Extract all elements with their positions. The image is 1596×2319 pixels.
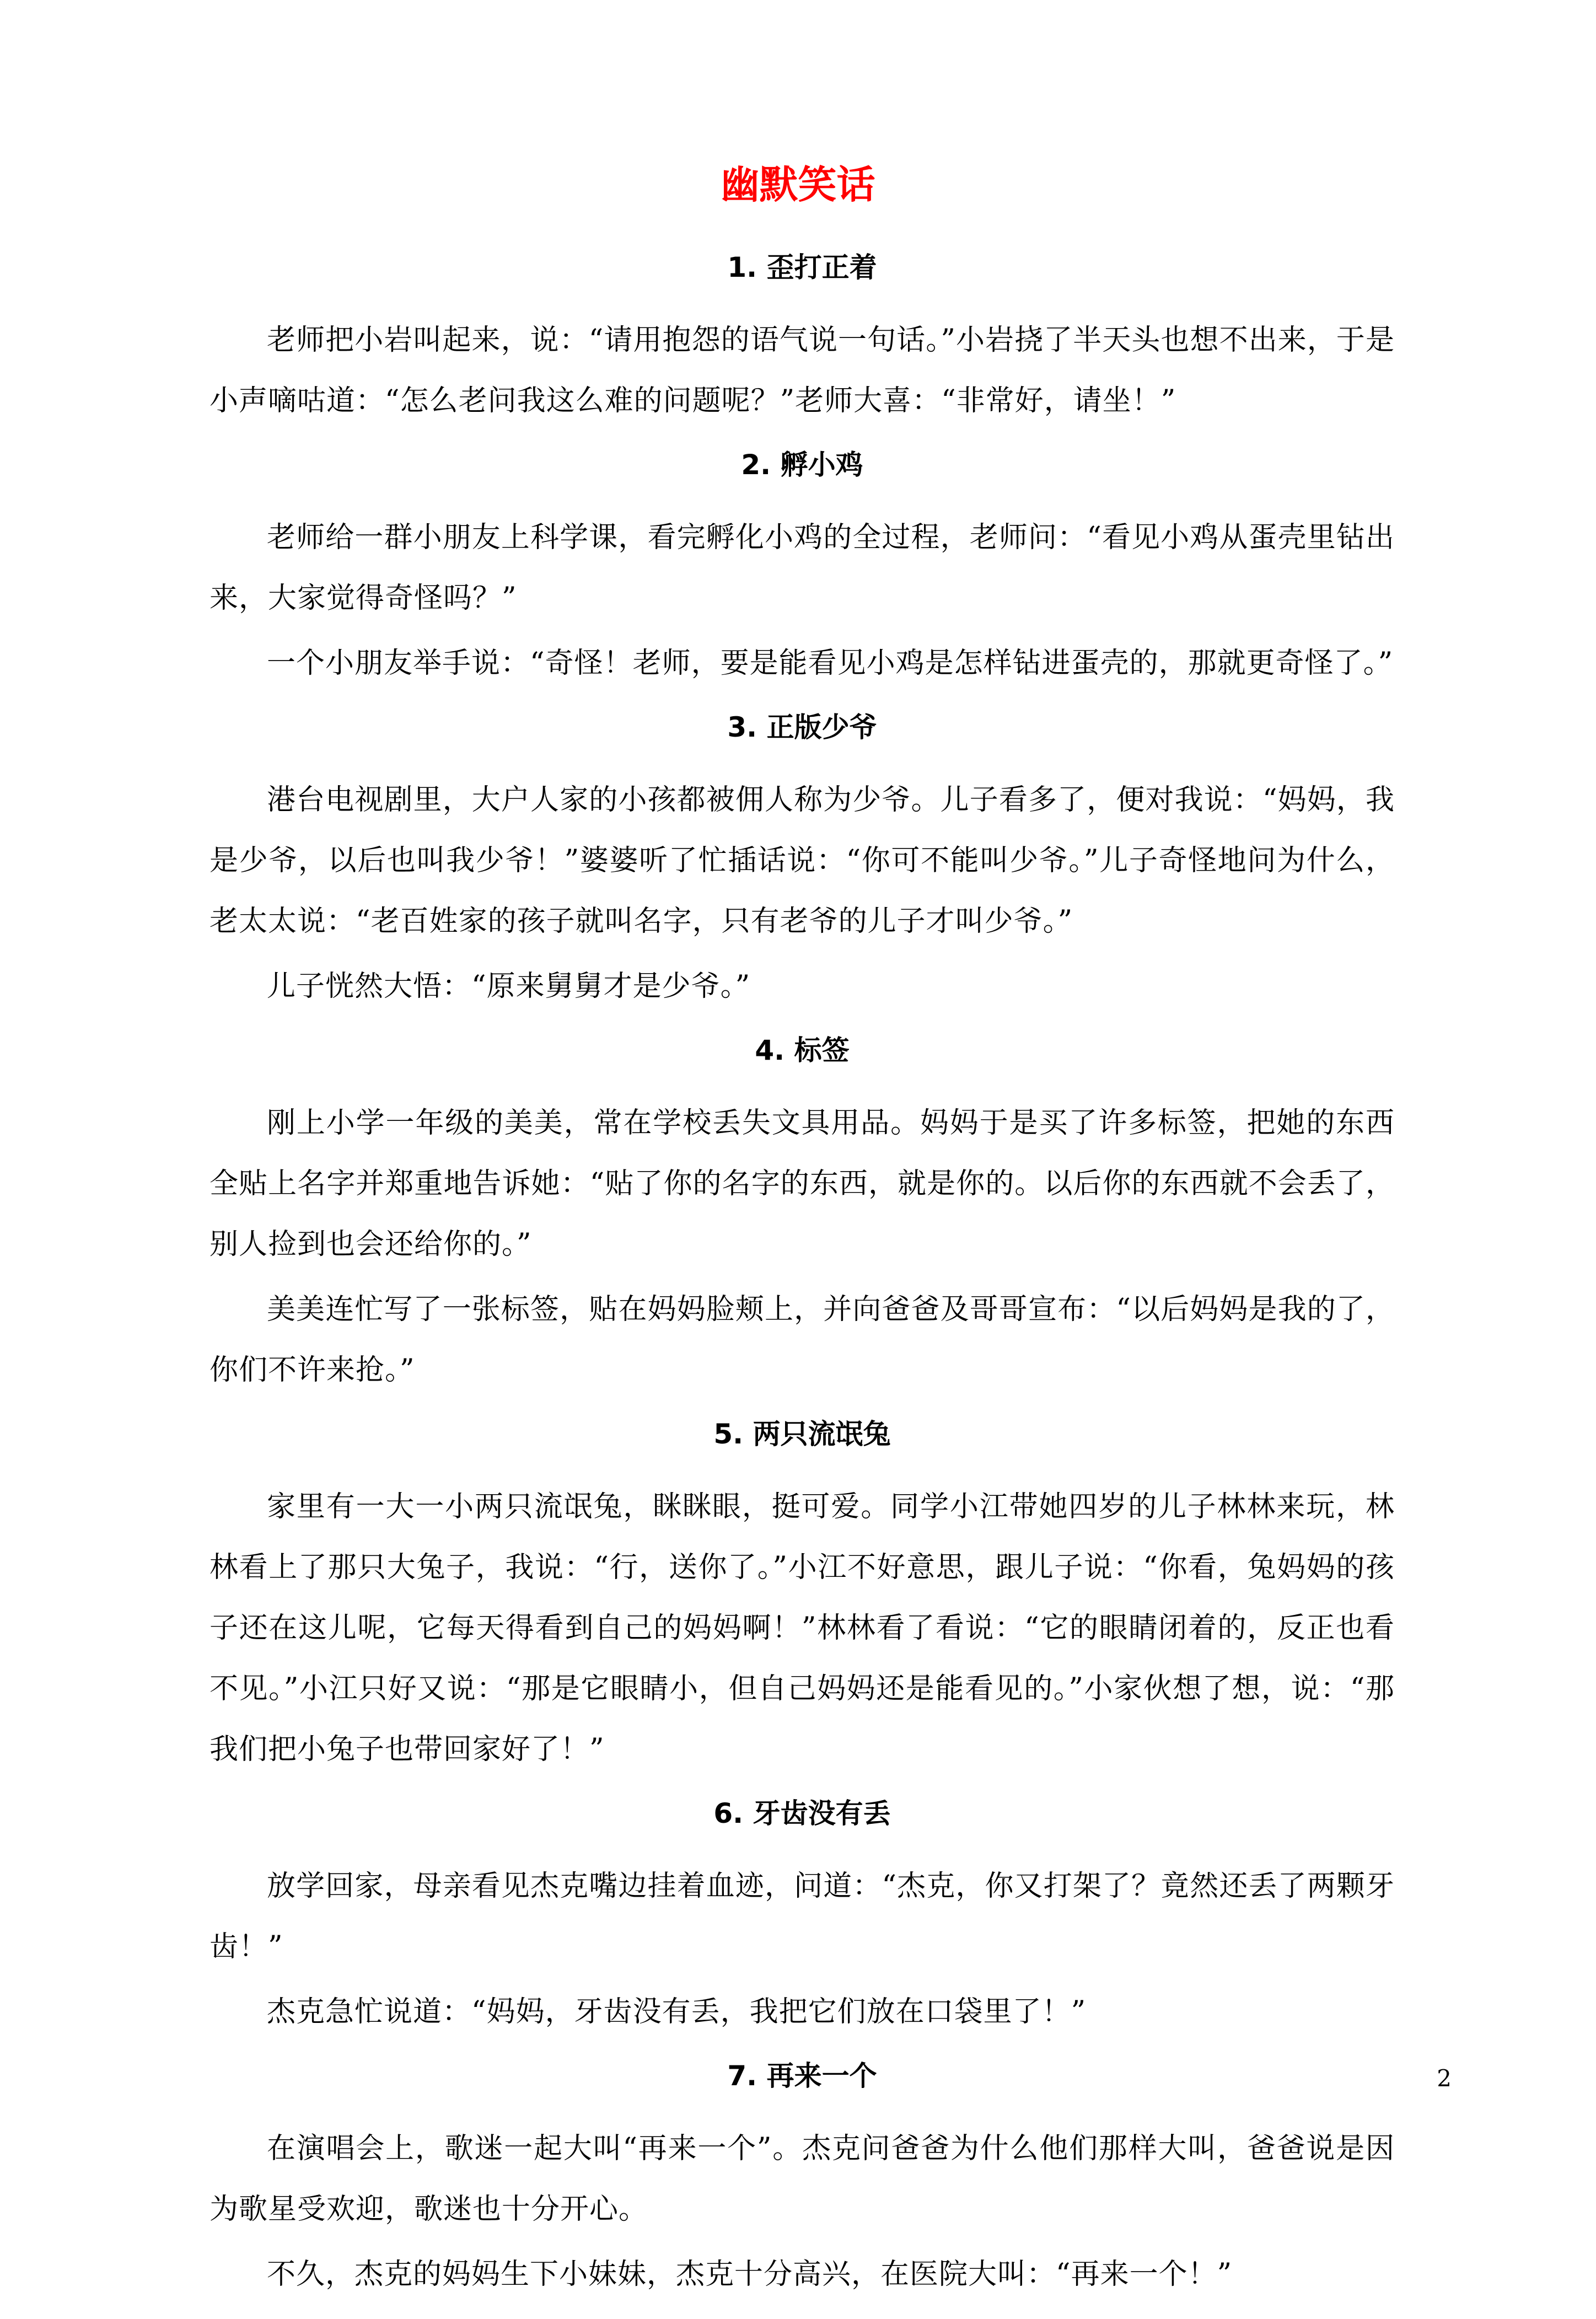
story-title: 2. 孵小鸡 (741, 449, 863, 481)
story-1 (209, 248, 1395, 431)
story-paragraph: 杰克急忙说道：“妈妈，牙齿没有丢，我把它们放在口袋里了！” (267, 1995, 1087, 2028)
story-paragraph: 不久，杰克的妈妈生下小妹妹，杰克十分高兴，在医院大叫：“再来一个！” (267, 2258, 1233, 2291)
document-title: 幽默笑话 (721, 162, 875, 207)
story-title: 4. 标签 (755, 1034, 850, 1066)
story-paragraph: 家里有一大一小两只流氓兔，眯眯眼，挺可爱。同学小江带她四岁的儿子林林来玩，林林看上了那只大兔子，我说：“行，送你了。”小江不好意思，跟儿子说：“你看，兔妈妈的孩子还在这儿呢，它每天得看到自己的妈妈啊！”林林看了看说：“它的眼睛闭着的，反正也看不见。”小江只好又说：“那是它眼睛小，但自己妈妈还是能看见的。”小家伙想了想，说：“那我们把小兔子也带回家好了！” (209, 1490, 1395, 1766)
story-title: 7. 再来一个 (727, 2060, 877, 2092)
story-4 (209, 1031, 1395, 1400)
story-paragraph: 老师给一群小朋友上科学课，看完孵化小鸡的全过程，老师问：“看见小鸡从蛋壳里钻出来，大家觉得奇怪吗？” (209, 521, 1395, 615)
document-body (209, 248, 1395, 2319)
story-title: 1. 歪打正着 (727, 251, 877, 283)
story-paragraph: 美美连忙写了一张标签，贴在妈妈脸颊上，并向爸爸及哥哥宣布：“以后妈妈是我的了，你们不许来抢。” (209, 1293, 1395, 1387)
story-paragraph: 放学回家，母亲看见杰克嘴边挂着血迹，问道：“杰克，你又打架了？竟然还丢了两颗牙齿！” (209, 1870, 1395, 1963)
story-5 (209, 1415, 1395, 1780)
story-paragraph: 儿子恍然大悟：“原来舅舅才是少爷。” (267, 970, 751, 1003)
story-title: 6. 牙齿没有丢 (713, 1797, 891, 1829)
page-number: 2 (1437, 2065, 1452, 2092)
story-7 (209, 2057, 1395, 2305)
story-2 (209, 445, 1395, 694)
story-title: 5. 两只流氓兔 (713, 1418, 891, 1450)
story-paragraph: 在演唱会上，歌迷一起大叫“再来一个”。杰克问爸爸为什么他们那样大叫，爸爸说是因为歌星受欢迎，歌迷也十分开心。 (209, 2132, 1395, 2226)
story-paragraph: 老师把小岩叫起来，说：“请用抱怨的语气说一句话。”小岩挠了半天头也想不出来，于是小声嘀咕道：“怎么老问我这么难的问题呢？”老师大喜：“非常好，请坐！” (209, 324, 1395, 417)
story-paragraph: 港台电视剧里，大户人家的小孩都被佣人称为少爷。儿子看多了，便对我说：“妈妈，我是少爷，以后也叫我少爷！”婆婆听了忙插话说：“你可不能叫少爷。”儿子奇怪地问为什么，老太太说：“老百姓家的孩子就叫名字，只有老爷的儿子才叫少爷。” (209, 783, 1395, 938)
story-paragraph: 刚上小学一年级的美美，常在学校丢失文具用品。妈妈于是买了许多标签，把她的东西全贴上名字并郑重地告诉她：“贴了你的名字的东西，就是你的。以后你的东西就不会丢了，别人捡到也会还给你的。” (209, 1107, 1395, 1261)
story-title: 3. 正版少爷 (727, 711, 877, 743)
story-3 (209, 708, 1395, 1017)
story-paragraph: 一个小朋友举手说：“奇怪！老师，要是能看见小鸡是怎样钻进蛋壳的，那就更奇怪了。” (267, 647, 1394, 680)
story-6 (209, 1794, 1395, 2042)
